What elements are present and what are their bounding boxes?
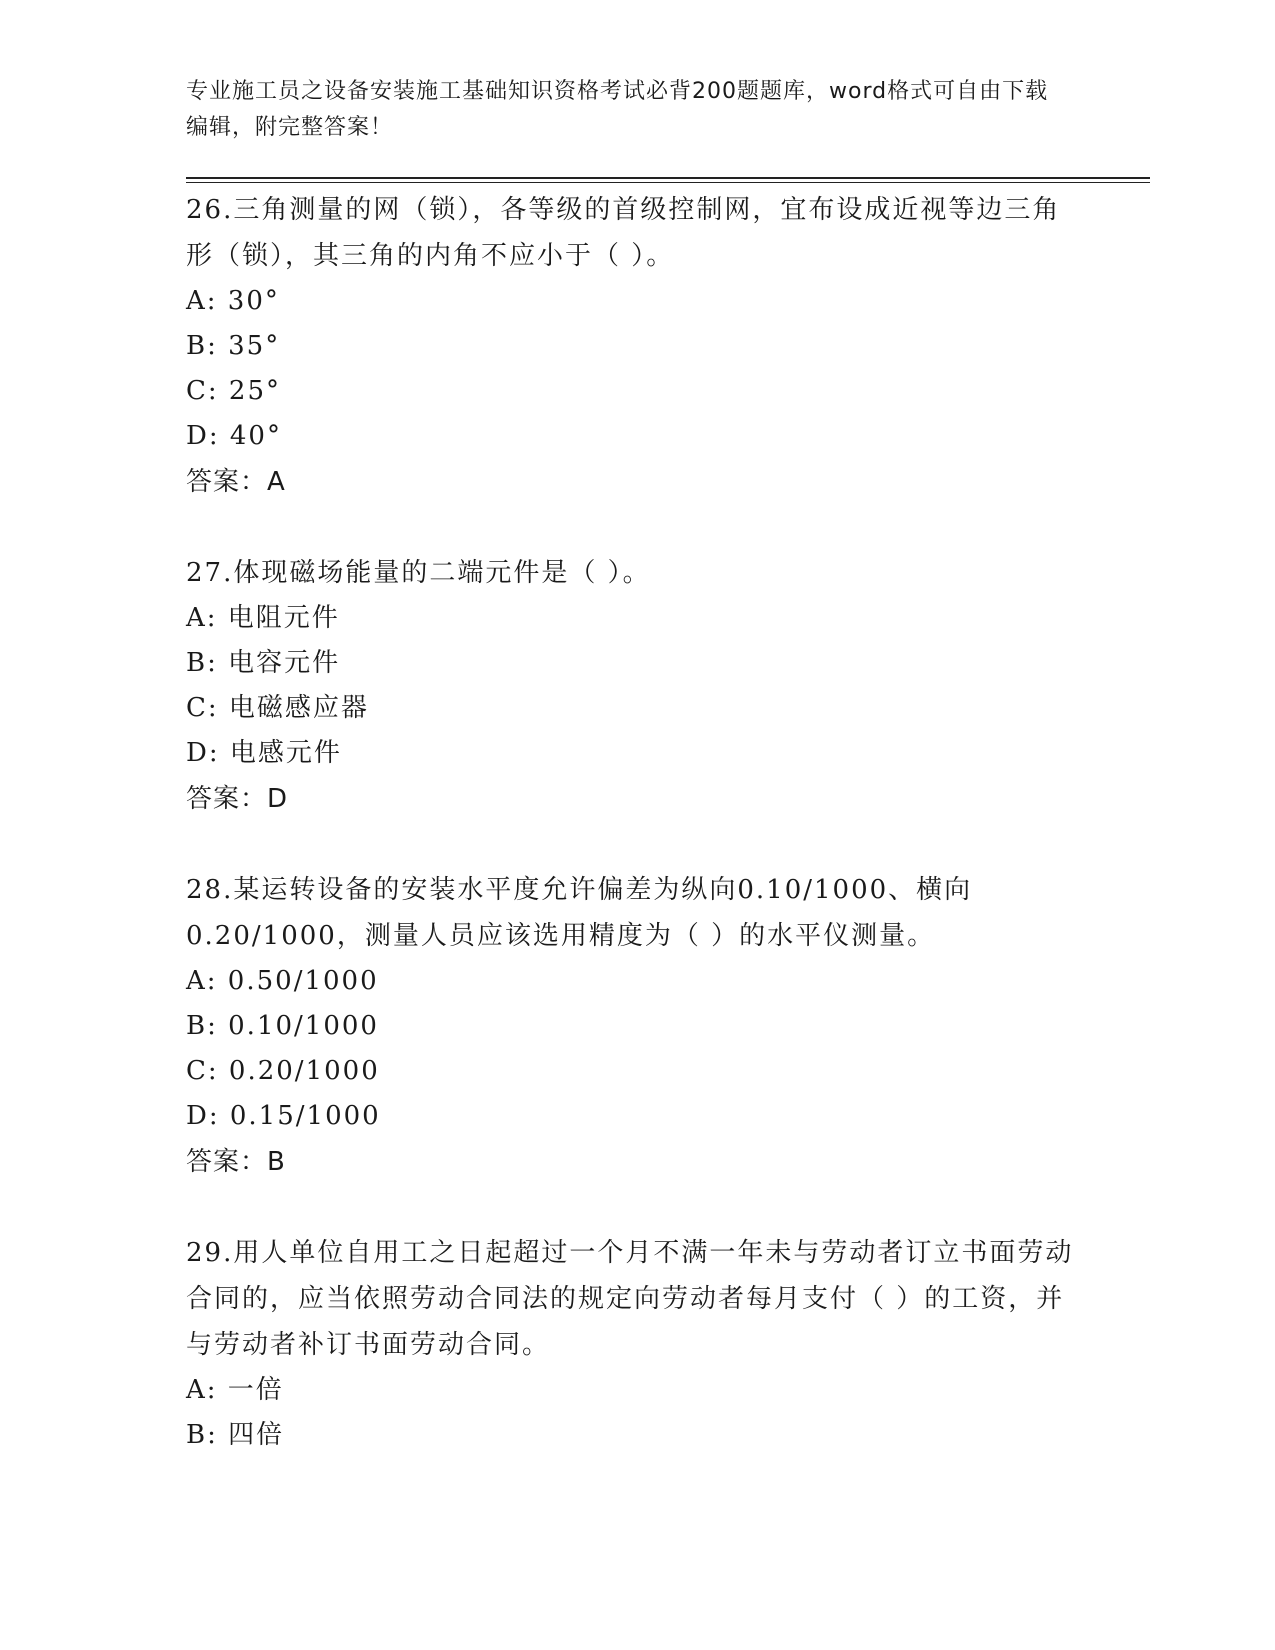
- option-c: C: 电磁感应器: [186, 693, 369, 723]
- question-stem: 28.某运转设备的安装水平度允许偏差为纵向0.10/1000、横向0.20/1000，测量人员应该选用精度为（ ）的水平仪测量。: [186, 875, 973, 951]
- option-d: D: 电感元件: [186, 738, 342, 768]
- option-d: D: 0.15/1000: [186, 1101, 381, 1131]
- header-divider: [186, 177, 1150, 179]
- option-b: B: 35°: [186, 331, 281, 361]
- header-divider-thin: [186, 182, 1150, 183]
- question-stem: 27.体现磁场能量的二端元件是（ ）。: [186, 558, 651, 588]
- document-header: 专业施工员之设备安装施工基础知识资格考试必背200题题库，word格式可自由下载编辑，附完整答案！: [186, 79, 1049, 140]
- answer-line: 答案：A: [186, 467, 286, 497]
- option-b: B: 电容元件: [186, 648, 341, 678]
- option-a: A: 一倍: [186, 1375, 284, 1405]
- question-28: [186, 867, 1086, 1185]
- option-b: B: 四倍: [186, 1420, 285, 1450]
- question-stem: 26.三角测量的网（锁），各等级的首级控制网，宜布设成近视等边三角形（锁），其三角的内角不应小于（ ）。: [186, 195, 1061, 271]
- answer-line: 答案：B: [186, 1147, 286, 1177]
- option-c: C: 0.20/1000: [186, 1056, 380, 1086]
- question-stem: 29.用人单位自用工之日起超过一个月不满一年未与劳动者订立书面劳动合同的，应当依照劳动合同法的规定向劳动者每月支付（ ）的工资，并与劳动者补订书面劳动合同。: [186, 1238, 1074, 1360]
- option-b: B: 0.10/1000: [186, 1011, 379, 1041]
- option-a: A: 电阻元件: [186, 603, 340, 633]
- option-a: A: 0.50/1000: [186, 966, 379, 996]
- question-27: [186, 550, 1086, 822]
- option-c: C: 25°: [186, 376, 282, 406]
- question-list: [186, 187, 1086, 1458]
- answer-line: 答案：D: [186, 784, 289, 814]
- question-29: [186, 1230, 1086, 1458]
- option-a: A: 30°: [186, 286, 280, 316]
- option-d: D: 40°: [186, 421, 282, 451]
- question-26: [186, 187, 1086, 505]
